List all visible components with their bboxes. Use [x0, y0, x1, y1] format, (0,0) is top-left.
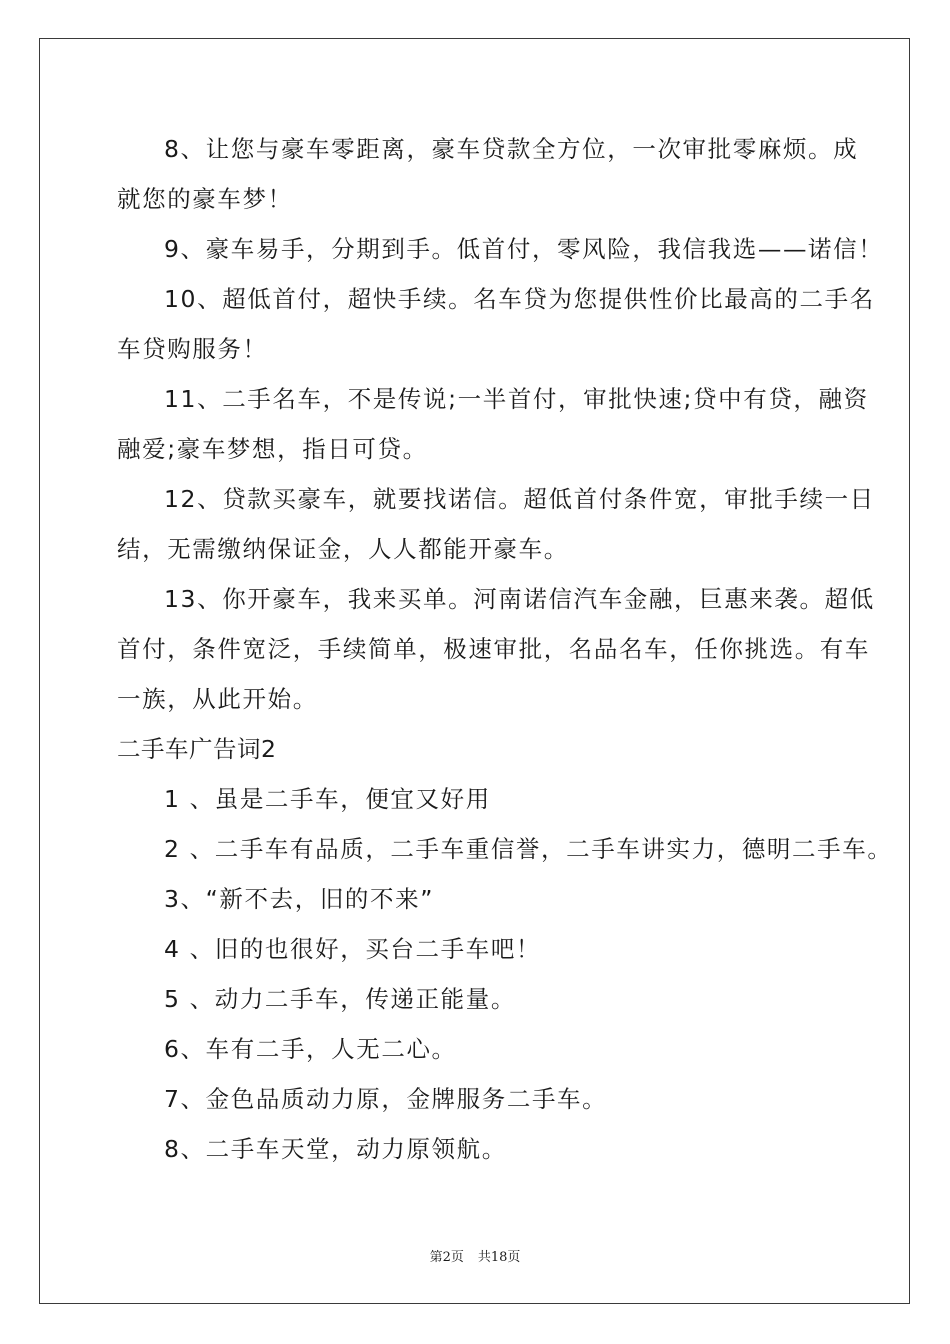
- list-item: 2 、二手车有品质，二手车重信誉，二手车讲实力，德明二手车。: [164, 835, 893, 863]
- list-item: 3、“新不去，旧的不来”: [164, 885, 435, 913]
- section-heading: 二手车广告词2: [117, 735, 277, 763]
- paragraph-line: 10、超低首付，超快手续。名车贷为您提供性价比最高的二手名: [164, 285, 875, 313]
- document-body: [117, 124, 893, 1174]
- paragraph-line: 车贷购服务！: [117, 335, 268, 363]
- paragraph-line: 9、豪车易手，分期到手。低首付，零风险，我信我选——诺信！: [164, 235, 884, 263]
- paragraph-line: 11、二手名车，不是传说;一半首付，审批快速;贷中有贷，融资: [164, 385, 869, 413]
- paragraph-line: 13、你开豪车，我来买单。河南诺信汽车金融，巨惠来袭。超低: [164, 585, 875, 613]
- page-total: 共18页: [477, 1250, 521, 1265]
- list-item: 6、车有二手，人无二心。: [164, 1035, 457, 1063]
- list-item: 8、二手车天堂，动力原领航。: [164, 1135, 507, 1163]
- list-item: 7、金色品质动力原，金牌服务二手车。: [164, 1085, 608, 1113]
- page-number: 第2页: [429, 1250, 464, 1265]
- list-item: 5 、动力二手车，传递正能量。: [164, 985, 516, 1013]
- paragraph-line: 融爱;豪车梦想，指日可贷。: [117, 435, 428, 463]
- paragraph-line: 就您的豪车梦！: [117, 185, 293, 213]
- list-item: 4 、旧的也很好，买台二手车吧！: [164, 935, 542, 963]
- paragraph-line: 首付，条件宽泛，手续简单，极速审批，名品名车，任你挑选。有车: [117, 635, 870, 663]
- paragraph-line: 结，无需缴纳保证金，人人都能开豪车。: [117, 535, 569, 563]
- list-item: 1 、虽是二手车，便宜又好用: [164, 785, 491, 813]
- paragraph-line: 8、让您与豪车零距离，豪车贷款全方位，一次审批零麻烦。成: [164, 135, 859, 163]
- page-footer: [0, 1246, 950, 1265]
- paragraph-line: 12、贷款买豪车，就要找诺信。超低首付条件宽，审批手续一日: [164, 485, 875, 513]
- paragraph-line: 一族，从此开始。: [117, 685, 318, 713]
